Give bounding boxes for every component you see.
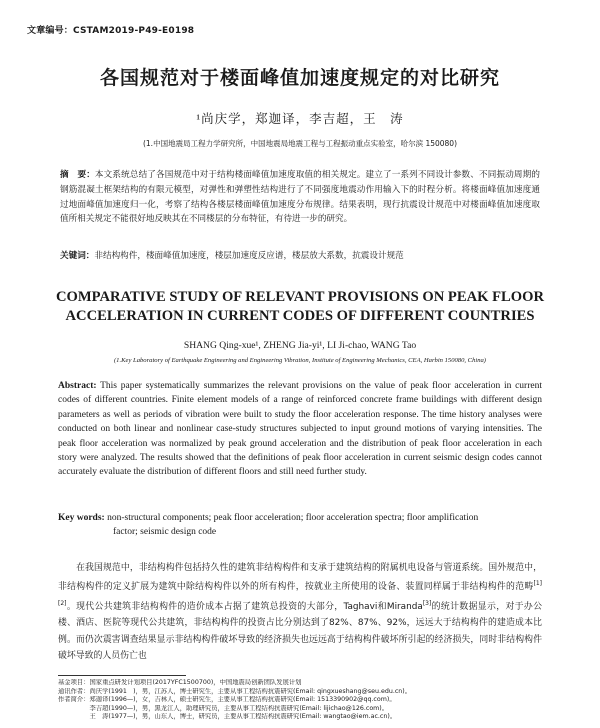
chinese-title: 各国规范对于楼面峰值加速度规定的对比研究 <box>99 67 500 89</box>
footnote-author-bio-2: 李吉超(1990—)，男，黑龙江人，助理研究员，主要从事工程结构抗震研究(Email: lijichao@126.com)。 <box>58 704 389 712</box>
footnote-corresponding-author: 通讯作者：尚庆学(1991 )，男，江苏人，博士研究生，主要从事工程结构抗震研究(Email: qingxueshang@seu.edu.cn)。 <box>58 687 412 695</box>
chinese-affiliation: (1.中国地震局工程力学研究所，中国地震局地震工程与工程振动重点实验室，哈尔滨 150080) <box>142 139 458 148</box>
chinese-keywords <box>60 249 540 263</box>
english-abstract-label: Abstract: <box>58 381 97 391</box>
body-paragraph <box>58 560 542 664</box>
body-text-part-3: 的统计数据显示，对于办公楼、酒店、医院等现代公共建筑，非结构构件的投资占比分别达到了82%、87%、92%，远远大于结构构件的建造成本比例。而仍次震害调查结果显示非结构构件破坏导致的经济损失也远远高于结构构件破坏所引起的经济损失，同时非结构构件破坏导致的人员伤亡也 <box>58 601 543 661</box>
footnote-author-bio-3: 王 涛(1977—)，男，山东人，博士，研究员，主要从事工程结构抗震研究(Email: wangtao@iem.ac.cn)。 <box>58 713 397 721</box>
body-text-part-2: 。现代公共建筑非结构构件的造价成本占据了建筑总投资的大部分，Taghavi和Miranda <box>66 601 423 612</box>
citation-ref-3[interactable]: [3] <box>422 599 432 607</box>
footnote-author-bio-1: 作者简介：郑迦译(1996—)，女，吉林人，硕士研究生，主要从事工程结构抗震研究(Email: 1513390902@qq.com)。 <box>58 696 396 704</box>
chinese-keywords-text: 非结构构件，楼面峰值加速度，楼层加速度反应谱，楼层放大系数，抗震设计规范 <box>94 251 404 261</box>
english-keywords <box>58 511 542 540</box>
chinese-abstract-text: 本文系统总结了各国规范中对于结构楼面峰值加速度取值的相关规定。建立了一系列不同设计参数、不同振动周期的钢筋混凝土框架结构的有限元模型，对弹性和弹塑性结构进行了不同强度地震动作用输入下的时程分析。将楼面峰值加速度通过地面峰值加速度归一化，考察了结构各楼层楼面峰值加速度分布规律。结果表明，现行抗震设计规范中对楼面峰值加速度取值所相关规定不能很好地反映其在不同楼层的分布特征，有待进一步的研究。 <box>60 170 540 225</box>
english-title-line-1: COMPARATIVE STUDY OF RELEVANT PROVISIONS ON PEAK FLOOR <box>56 289 544 305</box>
english-title-line-2: ACCELERATION IN CURRENT CODES OF DIFFERENT COUNTRIES <box>65 308 535 324</box>
footnote-divider <box>58 675 186 676</box>
chinese-keywords-label: 关键词： <box>60 251 95 261</box>
english-keywords-label: Key words: <box>58 513 105 523</box>
footnote-funding: 基金项目：国家重点研发计划项目(2017YFC1500700)，中国地震局创新团队发展计划 <box>58 679 302 686</box>
document-id: 文章编号：CSTAM2019-P49-E0198 <box>27 26 195 36</box>
body-text-part-1: 在我国规范中，非结构构件包括持久性的建筑非结构构件和支承于建筑结构的附属机电设备与管道系统。国外规范中，非结构构件的定义扩展为建筑中除结构构件以外的所有构件，按就业主所使用的设备、装置同样属于非结构构件的范畴 <box>58 563 542 593</box>
citation-ref-1-2[interactable]: [1][2] <box>58 580 542 607</box>
english-abstract <box>58 379 542 480</box>
chinese-abstract-label: 摘 要： <box>60 170 95 180</box>
chinese-authors: ¹尚庆学，郑迦译，李吉超，王 涛 <box>196 112 404 126</box>
english-affiliation: (1.Key Laboratory of Earthquake Engineering and Engineering Vibration, Institute of Engineering Mechanics, CEA, Harbin 150080, China) <box>113 357 486 364</box>
english-title <box>0 288 600 326</box>
english-abstract-text: This paper systematically summarizes the relevant provisions on the value of peak floor acceleration in current codes of different countries. Finite element models of a range of reinforced concrete frame buildings with different design parameters as well as periods of vibration were built to study the floor acceleration response. The time history analyses were conducted on both linear and nonlinear case-study structures subjected to input ground motions of varying intensities. The peak floor acceleration was normalized by peak ground acceleration and the distribution of peak floor acceleration in each story were analyzed. The results showed that the definitions of peak floor acceleration in current seismic design codes cannot accurately evaluate the distribution of different floors and still need further study. <box>58 381 542 478</box>
english-keywords-tail: factor; seismic design code <box>113 527 217 538</box>
footnotes <box>58 679 542 722</box>
english-authors: SHANG Qing-xue¹, ZHENG Jia-yi¹, LI Ji-chao, WANG Tao <box>183 340 417 351</box>
chinese-abstract <box>60 168 540 227</box>
english-keywords-text: non-structural components; peak floor acceleration; floor acceleration spectra; floor amplification <box>107 513 479 523</box>
